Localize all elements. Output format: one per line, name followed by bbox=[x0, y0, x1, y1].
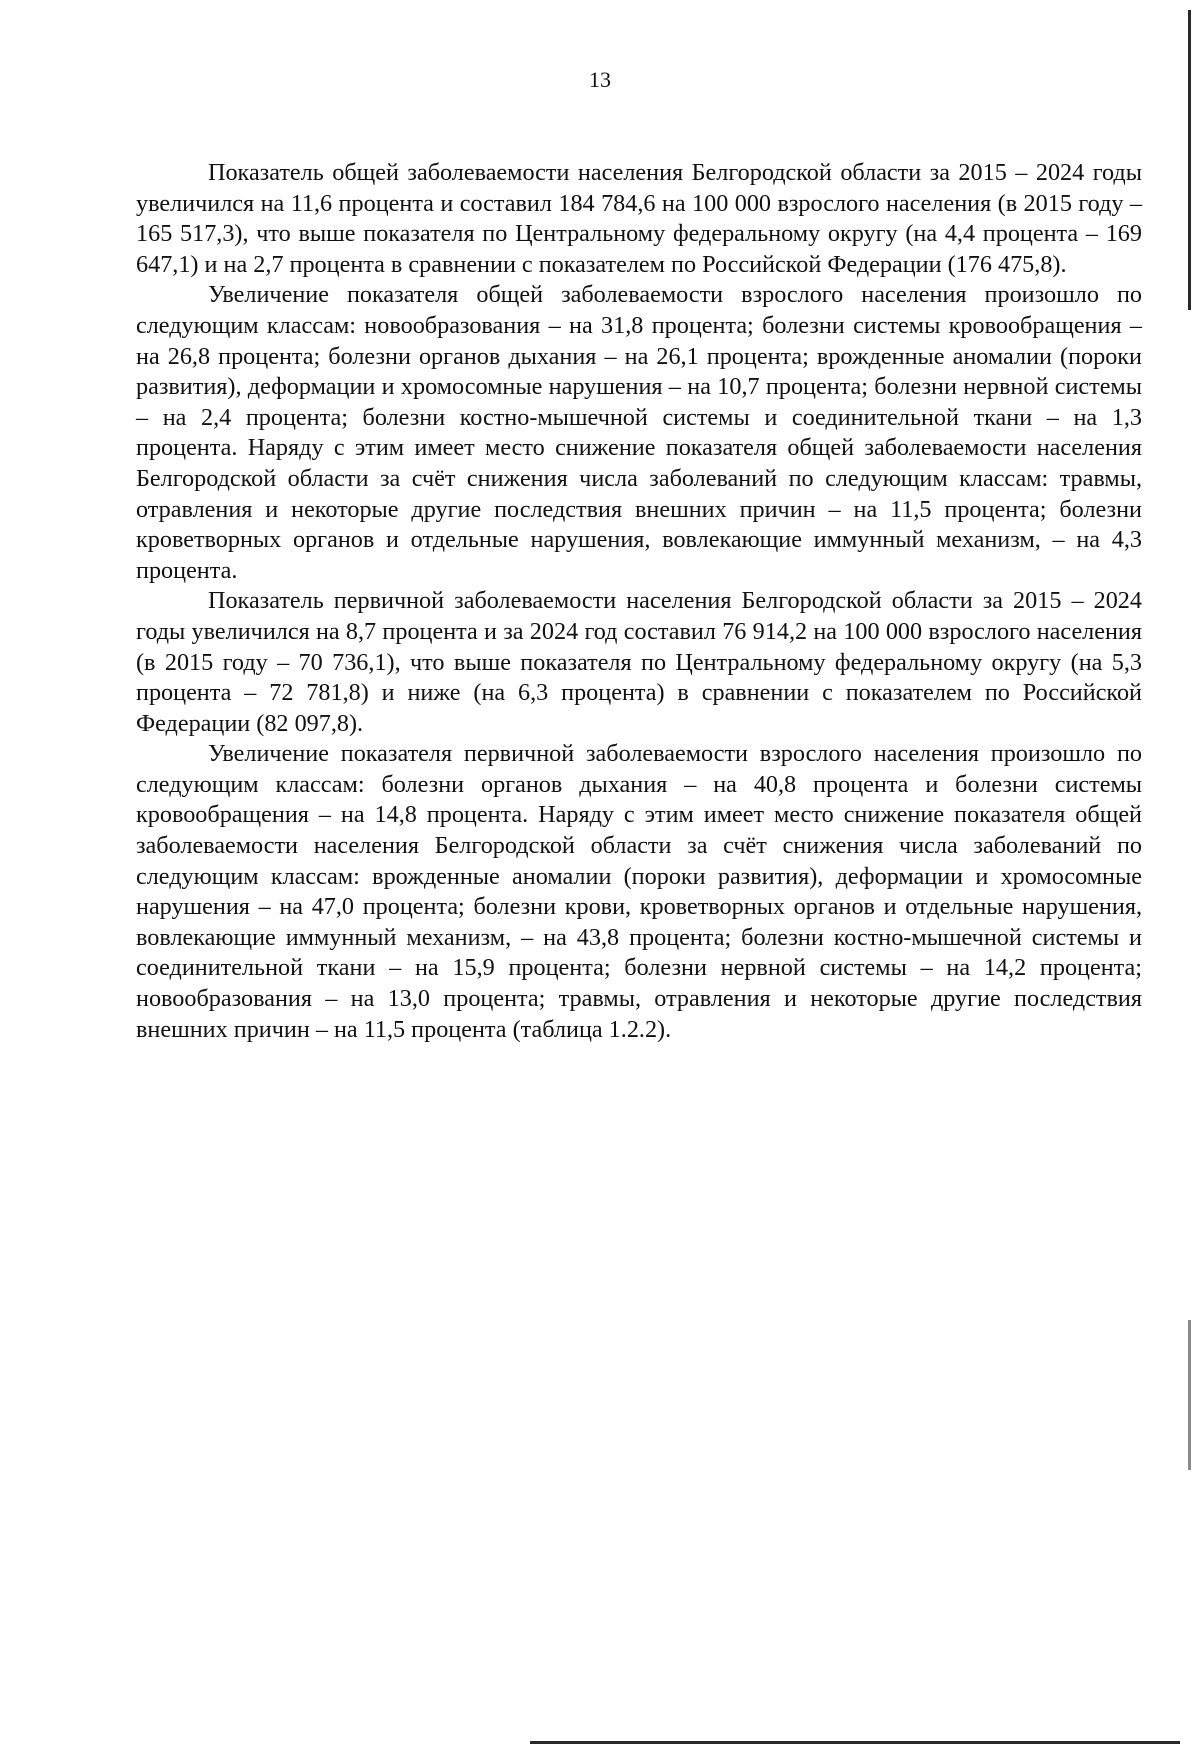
paragraph-general-morbidity: Показатель общей заболеваемости населения Белгородской области за 2015 – 2024 годы увеличился на 11,6 процента и составил 184 784,6 на 100 000 взрослого населения (в 2015 году – 165 517,3), что выше показателя по Центральному федеральному округу (на 4,4 процента – 169 647,1) и на 2,7 процента в сравнении с показателем по Российской Федерации (176 475,8). bbox=[136, 159, 1142, 278]
page-number: 13 bbox=[589, 67, 611, 92]
paragraph-general-morbidity-classes: Увеличение показателя общей заболеваемости взрослого населения произошло по следующим классам: новообразования – на 31,8 процента; болезни системы кровообращения – на 26,8 процента; болезни органов дыхания – на 26,1 процента; врожденные аномалии (пороки развития), деформации и хромосомные нарушения – на 10,7 процента; болезни нервной системы – на 2,4 процента; болезни костно-мышечной системы и соединительной ткани – на 1,3 процента. Наряду с этим имеет место снижение показателя общей заболеваемости населения Белгородской области за счёт снижения числа заболеваний по следующим классам: травмы, отравления и некоторые другие последствия внешних причин – на 11,5 процента; болезни кроветворных органов и отдельные нарушения, вовлекающие иммунный механизм, – на 4,3 процента. bbox=[136, 281, 1142, 584]
document-body bbox=[136, 158, 1142, 1045]
scan-edge-line bbox=[1188, 10, 1191, 310]
paragraph-primary-morbidity-classes: Увеличение показателя первичной заболеваемости взрослого населения произошло по следующим классам: болезни органов дыхания – на 40,8 процента и болезни системы кровообращения – на 14,8 процента. Наряду с этим имеет место снижение показателя общей заболеваемости населения Белгородской области за счёт снижения числа заболеваний по следующим классам: врожденные аномалии (пороки развития), деформации и хромосомные нарушения – на 47,0 процента; болезни крови, кроветворных органов и отдельные нарушения, вовлекающие иммунный механизм, – на 43,8 процента; болезни костно-мышечной системы и соединительной ткани – на 15,9 процента; болезни нервной системы – на 14,2 процента; новообразования – на 13,0 процента; травмы, отравления и некоторые другие последствия внешних причин – на 11,5 процента (таблица 1.2.2). bbox=[136, 740, 1142, 1043]
paragraph-primary-morbidity: Показатель первичной заболеваемости населения Белгородской области за 2015 – 2024 годы увеличился на 8,7 процента и за 2024 год составил 76 914,2 на 100 000 взрослого населения (в 2015 году – 70 736,1), что выше показателя по Центральному федеральному округу (на 5,3 процента – 72 781,8) и ниже (на 6,3 процента) в сравнении с показателем по Российской Федерации (82 097,8). bbox=[136, 587, 1142, 737]
scan-edge-line-lower bbox=[1188, 1320, 1191, 1470]
scan-bottom-edge-line bbox=[530, 1741, 1180, 1744]
